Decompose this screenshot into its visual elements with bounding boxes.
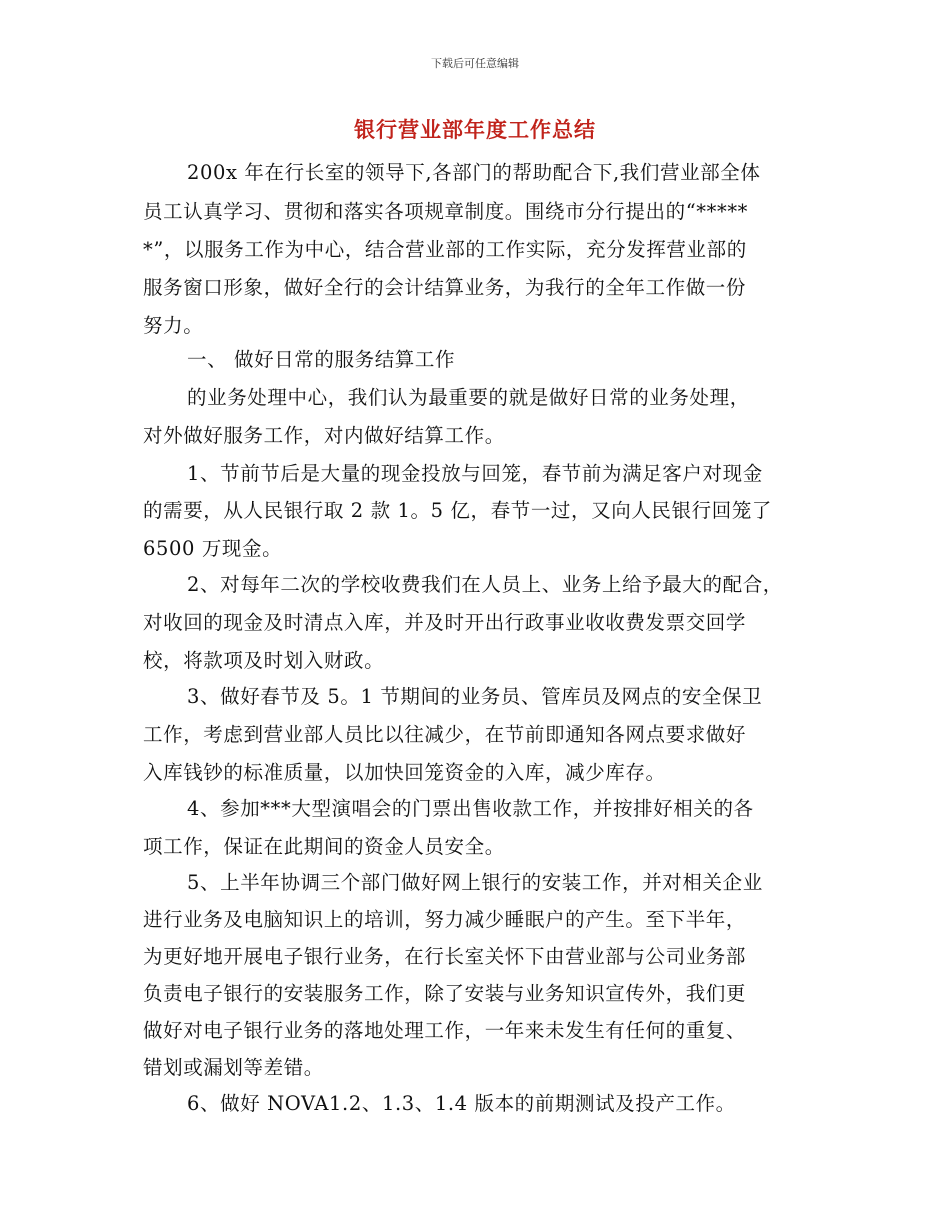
paragraph-line: 做好对电子银行业务的落地处理工作，一年来未发生有任何的重复、 bbox=[143, 1019, 747, 1042]
header-note: 下载后可任意编辑 bbox=[431, 57, 519, 70]
paragraph-line: 对外做好服务工作，对内做好结算工作。 bbox=[143, 424, 505, 447]
paragraph-line: 3、做好春节及 5。1 节期间的业务员、管库员及网点的安全保卫 bbox=[187, 685, 763, 708]
paragraph-line: 服务窗口形象，做好全行的会计结算业务，为我行的全年工作做一份 bbox=[143, 276, 747, 299]
paragraph-line: 6500 万现金。 bbox=[143, 537, 283, 560]
paragraph-line: 6、做好 NOVA1.2、1.3、1.4 版本的前期测试及投产工作。 bbox=[187, 1092, 736, 1115]
paragraph-line: 校，将款项及时划入财政。 bbox=[143, 649, 385, 672]
paragraph-line: 入库钱钞的标准质量，以加快回笼资金的入库，减少库存。 bbox=[143, 761, 666, 784]
paragraph-line: 努力。 bbox=[143, 314, 204, 337]
paragraph-line: 的业务处理中心，我们认为最重要的就是做好日常的业务处理， bbox=[187, 386, 750, 409]
paragraph-line: *”，以服务工作为中心，结合营业部的工作实际，充分发挥营业部的 bbox=[143, 238, 747, 261]
paragraph-line: 4、参加***大型演唱会的门票出售收款工作，并按排好相关的各 bbox=[187, 797, 754, 820]
paragraph-line: 项工作，保证在此期间的资金人员安全。 bbox=[143, 835, 505, 858]
paragraph-line: 5、上半年协调三个部门做好网上银行的安装工作，并对相关企业 bbox=[187, 871, 763, 894]
paragraph-line: 工作，考虑到营业部人员比以往减少，在节前即通知各网点要求做好 bbox=[143, 723, 747, 746]
paragraph-line: 1、节前节后是大量的现金投放与回笼，春节前为满足客户对现金 bbox=[187, 462, 763, 485]
paragraph-line: 负责电子银行的安装服务工作，除了安装与业务知识宣传外，我们更 bbox=[143, 982, 747, 1005]
paragraph-line: 为更好地开展电子银行业务，在行长室关怀下由营业部与公司业务部 bbox=[143, 945, 747, 968]
paragraph-line: 的需要，从人民银行取 2 款 1。5 亿，春节一过，又向人民银行回笼了 bbox=[143, 499, 773, 522]
paragraph-line: 员工认真学习、贯彻和落实各项规章制度。围绕市分行提出的“***** bbox=[143, 200, 749, 223]
document-title: 银行营业部年度工作总结 bbox=[354, 118, 596, 142]
section-heading: 一、 做好日常的服务结算工作 bbox=[187, 348, 456, 371]
paragraph-line: 错划或漏划等差错。 bbox=[143, 1056, 324, 1079]
paragraph-line: 2、对每年二次的学校收费我们在人员上、业务上给予最大的配合， bbox=[187, 573, 783, 596]
paragraph-line: 200x 年在行长室的领导下,各部门的帮助配合下,我们营业部全体 bbox=[187, 161, 761, 184]
paragraph-line: 进行业务及电脑知识上的培训，努力减少睡眠户的产生。至下半年， bbox=[143, 908, 747, 931]
paragraph-line: 对收回的现金及时清点入库，并及时开出行政事业收收费发票交回学 bbox=[143, 611, 747, 634]
